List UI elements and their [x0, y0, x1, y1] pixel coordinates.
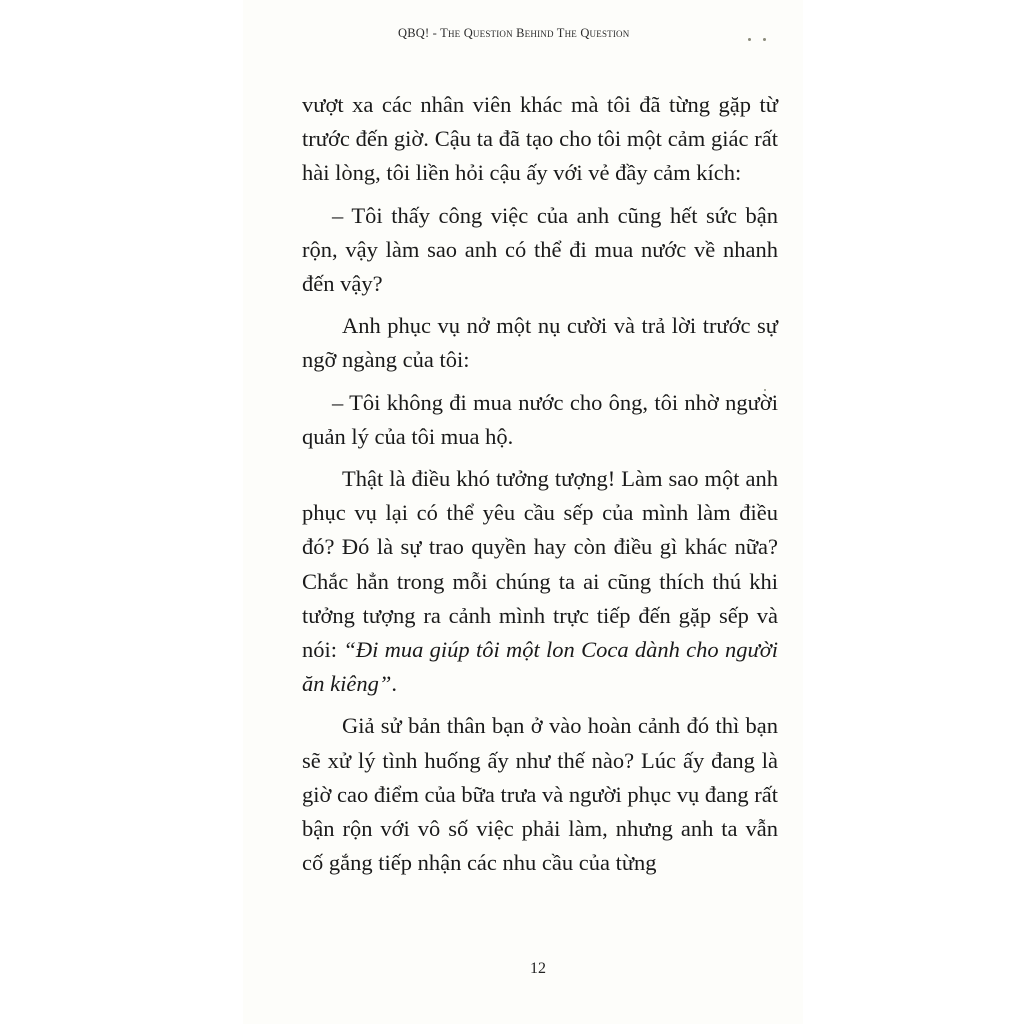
running-head: QBQ! - The Question Behind The Question — [398, 26, 630, 40]
paragraph-3: Anh phục vụ nở một nụ cười và trả lời trước sự ngỡ ngàng của tôi: — [302, 313, 778, 373]
paragraph-6: Giả sử bản thân bạn ở vào hoàn cảnh đó thì bạn sẽ xử lý tình huống ấy như thế nào? Lúc ấy đang là giờ cao điểm của bữa trưa và người phục vụ đang rất bận rộn với vô số việc phải làm, nhưng anh ta vẫn cố gắng tiếp nhận các nhu cầu của từng — [302, 713, 778, 876]
page-number: 12 — [530, 960, 546, 977]
print-speck — [763, 38, 766, 41]
paragraph-5-text: Thật là điều khó tưởng tượng! Làm sao một anh phục vụ lại có thể yêu cầu sếp của mình làm điều đó? Đó là sự trao quyền hay còn điều gì khác nữa? Chắc hẳn trong mỗi chúng ta ai cũng thích thú khi tưởng tượng ra cảnh mình trực tiếp đến gặp sếp và nói: — [302, 466, 778, 663]
paragraph-1: vượt xa các nhân viên khác mà tôi đã từng gặp từ trước đến giờ. Cậu ta đã tạo cho tôi một cảm giác rất hài lòng, tôi liền hỏi cậu ấy với vẻ đầy cảm kích: — [302, 92, 778, 186]
paragraph-5 — [302, 462, 778, 701]
print-speck — [748, 38, 751, 41]
paragraph-2-dialog: – Tôi thấy công việc của anh cũng hết sức bận rộn, vậy làm sao anh có thể đi mua nước về nhanh đến vậy? — [302, 202, 778, 297]
paragraph-4-dialog: – Tôi không đi mua nước cho ông, tôi nhờ người quản lý của tôi mua hộ. — [302, 389, 778, 449]
paragraph-5-end: . — [391, 671, 397, 697]
paragraph-5-quote: “Đi mua giúp tôi một lon Coca dành cho người ăn kiêng” — [302, 637, 778, 697]
body-text — [302, 88, 778, 880]
